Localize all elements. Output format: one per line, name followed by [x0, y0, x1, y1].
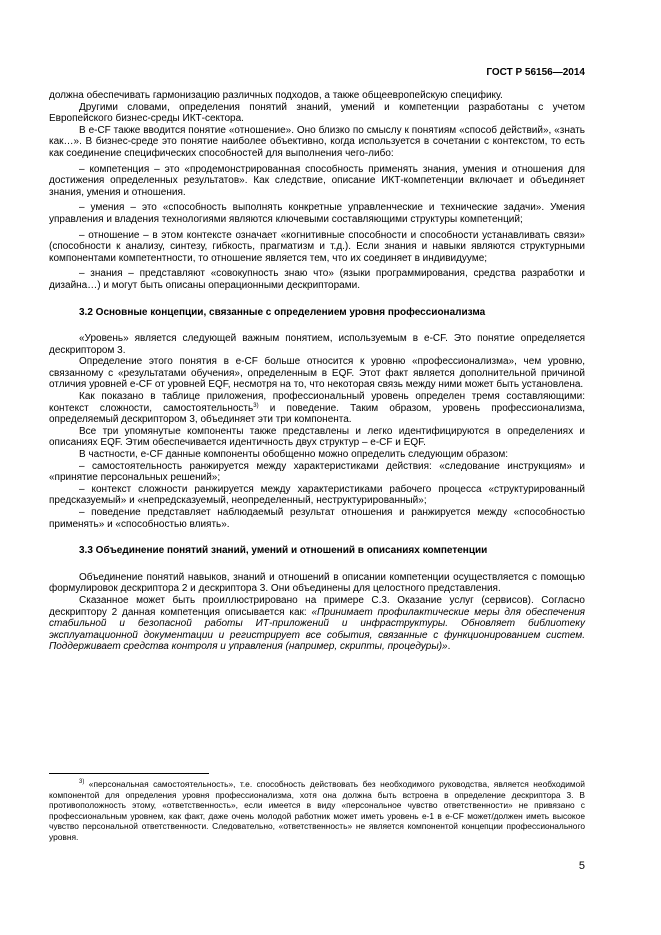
footnote-ref: 3)	[253, 402, 259, 409]
list-item: – поведение представляет наблюдаемый результат отношения и ранжируется между «способностью применять» и «способностью влиять».	[49, 507, 585, 530]
footnote-separator	[49, 773, 209, 774]
body-text	[49, 90, 585, 653]
paragraph: Другими словами, определения понятий знаний, умений и компетенции разработаны с учетом Европейского бизнес-среды ИКТ-сектора.	[49, 101, 585, 125]
section-heading-3-2: 3.2 Основные концепции, связанные с определением уровня профессионализма	[79, 306, 486, 318]
paragraph: Все три упомянутые компоненты также представлены и легко идентифицируются в определениях и описаниях EQF. Этим обеспечивается идентичность двух структур – e-CF и EQF.	[49, 425, 585, 449]
footnote-mark: 3)	[79, 779, 85, 785]
list-item: – самостоятельность ранжируется между характеристиками действия: «следование инструкциям» и «принятие персональных решений»;	[49, 460, 585, 484]
paragraph: В e-CF также вводится понятие «отношение». Оно близко по смыслу к понятиям «способ действий», «знать как…». В бизнес-среде это понятие наиболее объективно, когда используется в сочетании с контекстом, то есть как соединение специфических способностей для выполнения чего-либо:	[49, 124, 585, 159]
paragraph: Определение этого понятия в e-CF больше относится к уровню «профессионализма», чем уровню, связанному с «результатами обучения», определенным в EQF. Этот факт является дополнительной причиной отличия уровней e-CF от уровней EQF, несмотря на то, что некоторая связь между ними может быть установлена.	[49, 356, 585, 391]
paragraph: «Уровень» является следующей важным понятием, используемым в e-CF. Это понятие определяется дескриптором 3.	[49, 333, 585, 356]
paragraph: В частности, e-CF данные компоненты обобщенно можно определить следующим образом:	[79, 449, 509, 461]
list-item: – компетенция – это «продемонстрированная способность применять знания, умения и отношения для достижения определенных результатов». Как следствие, описание ИКТ-компетенции включает и объединяет знания, умения и отношения.	[49, 163, 585, 198]
paragraph: Объединение понятий навыков, знаний и отношений в описании компетенции осуществляется с помощью формулировок дескриптора 2 и дескриптора 3. Они объединены для целостного представления.	[49, 571, 585, 595]
page-number: 5	[578, 860, 585, 872]
paragraph: должна обеспечивать гармонизацию различных подходов, а также общеевропейскую специфику.	[49, 90, 503, 101]
list-item: – отношение – в этом контексте означает «когнитивные способности и способности устанавливать связи» (способности к анализу, синтезу, гибкость, прагматизм и т.д.). Если знания и навыки являются структурными компонентами компетентности, то отношение является тем, что их соединяет в индивидууме;	[49, 229, 585, 264]
document-header: ГОСТ Р 56156—2014	[486, 67, 585, 78]
paragraph: Как показано в таблице приложения, профессиональный уровень определен тремя составляющими: контекст сложности, самостоятельность$^{3)}$ и поведение. Таким образом, уровень профессионализма, определяемый дескриптором 3, объединяет эти три компонента.	[49, 391, 585, 426]
list-item: – умения – это «способность выполнять конкретные управленческие и технические задачи». Умения управления и владения технологиями являются ключевыми составляющими структуры компетенций;	[49, 202, 585, 225]
list-item: – знания – представляют «совокупность знаю что» (языки программирования, средства разработки и дизайна…) и могут быть описаны операционными дескрипторами.	[49, 268, 585, 291]
footnote: $^{3)}$ «персональная самостоятельность», т.е. способность действовать без необходимого руководства, является необходимой компонентой для определения уровня профессионализма, хотя она должна быть встроена в определение дескриптора 3. В противоположность этому, «ответственность», если имеется в виду «персональное чувство ответственности» не привязано с профессиональным уровнем, как факт, даже очень молодой работник может иметь уровень e-1 в e-CF может/должен иметь высокое чувство персональной ответственности. Следовательно, «ответственность» не является компонентой концепции профессионального уровня.	[49, 779, 585, 842]
italic-quote: «Принимает профилактические меры для обеспечения стабильной и безопасной работы ИТ-приложений и инфраструктуры. Обновляет библиотеку эксплуатационной документации и регистрирует все события, связанные с функционированием систем. Поддерживает средства контроля и управления (например, скрипты, процедуры)»	[49, 606, 586, 653]
paragraph: Сказанное может быть проиллюстрировано на примере С.3. Оказание услуг (сервисов). Согласно дескриптору 2 данная компетенция описывается как: «Принимает профилактические меры для обеспечения стабильной и безопасной работы ИТ-приложений и инфраструктуры. Обновляет библиотеку эксплуатационной документации и регистрирует все события, связанные с функционированием систем. Поддерживает средства контроля и управления (например, скрипты, процедуры)».	[49, 594, 586, 653]
list-item: – контекст сложности ранжируется между характеристиками рабочего процесса «структурированный предсказуемый» и «непредсказуемый, неопределенный, неструктурированный»;	[49, 483, 585, 507]
section-heading-3-3: 3.3 Объединение понятий знаний, умений и отношений в описаниях компетенции	[79, 545, 488, 557]
